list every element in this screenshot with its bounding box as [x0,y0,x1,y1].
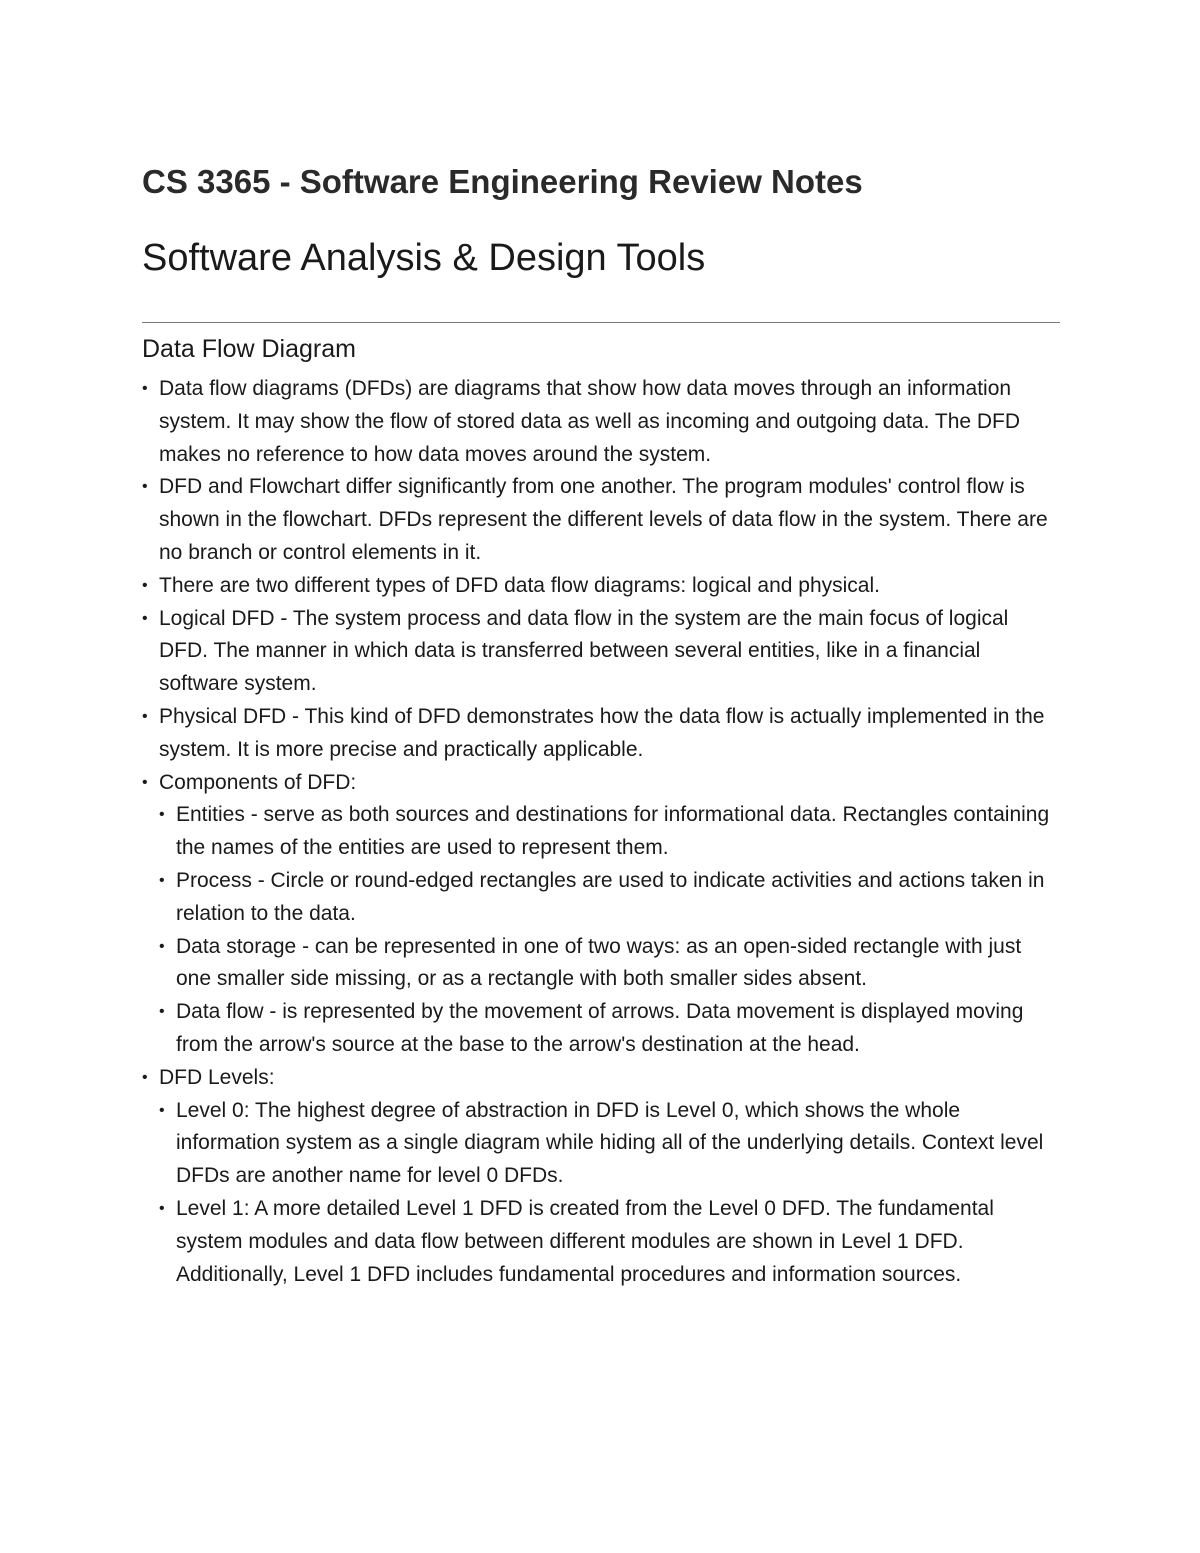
bullet-text: DFD Levels: [159,1065,275,1089]
bullet-icon: • [142,609,148,627]
sub-bullet-text: Data flow - is represented by the movement of arrows. Data movement is displayed moving from the arrow's source at the base to the arrow's destination at the head. [176,1000,1024,1056]
bullet-icon: • [142,478,148,496]
sub-list-item [159,1095,1060,1193]
document-title: CS 3365 - Software Engineering Review Notes [142,163,863,200]
sub-list-item [159,996,1060,1062]
bullet-icon: • [142,773,148,791]
document-page [142,158,1060,1291]
bullet-list [142,373,1060,1291]
sub-bullet-icon: • [159,937,165,955]
section-title: Software Analysis & Design Tools [142,237,706,279]
bullet-icon: • [142,707,148,725]
bullet-text: Components of DFD: [159,770,357,794]
bullet-icon: • [142,576,148,594]
bullet-text: Logical DFD - The system process and data flow in the system are the main focus of logical DFD. The manner in which data is transferred between several entities, like in a financial software system. [159,606,1009,696]
sub-bullet-text: Level 1: A more detailed Level 1 DFD is created from the Level 0 DFD. The fundamental system modules and data flow between different modules are shown in Level 1 DFD. Additionally, Level 1 DFD includes fundamental procedures and information sources. [176,1196,994,1286]
bullet-icon: • [142,1068,148,1086]
sub-bullet-icon: • [159,1101,165,1119]
sub-bullet-icon: • [159,871,165,889]
list-item [142,373,1060,471]
sub-list-item [159,799,1060,865]
sub-bullet-list [159,799,1060,1061]
sub-bullet-icon: • [159,1003,165,1021]
section-divider [142,322,1060,323]
list-item [142,701,1060,767]
sub-bullet-text: Process - Circle or round-edged rectangles are used to indicate activities and actions taken in relation to the data. [176,868,1045,925]
subsection-title: Data Flow Diagram [142,335,356,363]
sub-list-item [159,1193,1060,1291]
bullet-text: DFD and Flowchart differ significantly from one another. The program modules' control flow is shown in the flowchart. DFDs represent the different levels of data flow in the system. There are no branch or control elements in it. [159,475,1048,564]
sub-bullet-icon: • [159,1199,165,1217]
sub-list-item [159,865,1060,931]
sub-bullet-list [159,1095,1060,1292]
list-item [142,570,1060,603]
list-item [142,471,1060,569]
list-item [142,603,1060,701]
sub-bullet-text: Level 0: The highest degree of abstraction in DFD is Level 0, which shows the whole information system as a single diagram while hiding all of the underlying details. Context level DFDs are another name for level 0 DFDs. [176,1098,1044,1188]
sub-list-item [159,931,1060,997]
bullet-text: Data flow diagrams (DFDs) are diagrams that show how data moves through an information system. It may show the flow of stored data as well as incoming and outgoing data. The DFD makes no reference to how data moves around the system. [159,377,1021,466]
sub-bullet-icon: • [159,806,165,824]
bullet-icon: • [142,380,148,397]
bullet-text: There are two different types of DFD data flow diagrams: logical and physical. [159,573,880,597]
list-item [142,1062,1060,1292]
bullet-text: Physical DFD - This kind of DFD demonstrates how the data flow is actually implemented in the system. It is more precise and practically applicable. [159,704,1045,761]
sub-bullet-text: Entities - serve as both sources and destinations for informational data. Rectangles containing the names of the entities are used to represent them. [176,803,1050,860]
list-item [142,767,1060,1062]
sub-bullet-text: Data storage - can be represented in one of two ways: as an open-sided rectangle with just one smaller side missing, or as a rectangle with both smaller sides absent. [176,934,1022,991]
